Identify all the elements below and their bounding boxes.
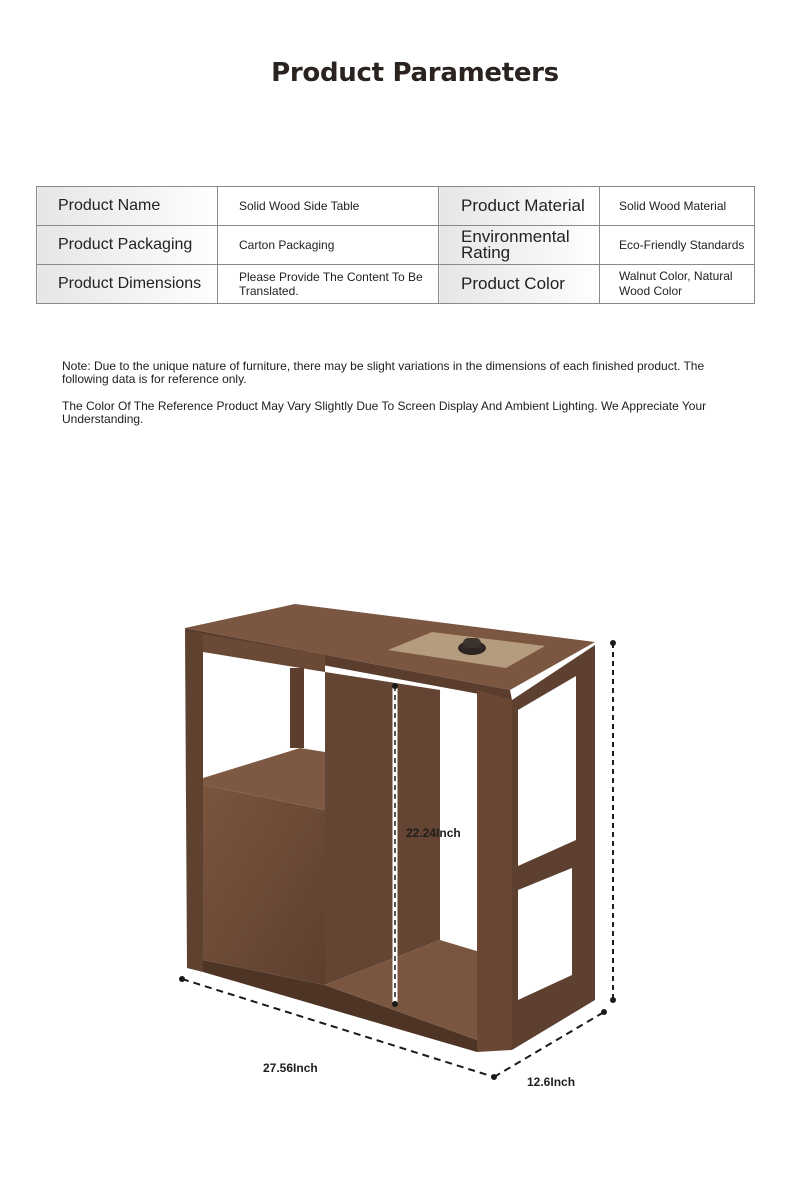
note-color: The Color Of The Reference Product May Vary Slightly Due To Screen Display And Ambient Lighting. We Appreciate Your Understanding. xyxy=(62,399,707,426)
param-label: Product Color xyxy=(439,265,600,304)
note-variation: Note: Due to the unique nature of furniture, there may be slight variations in the dimensions of each finished product. The following data is for reference only. xyxy=(62,359,705,386)
left-side-panel xyxy=(185,630,203,972)
depth-dimension-label: 12.6Inch xyxy=(527,1075,576,1089)
front-right-leg xyxy=(477,690,512,1052)
param-value: Solid Wood Material xyxy=(600,187,755,226)
height-dimension-label: 22.24Inch xyxy=(406,826,461,840)
param-label: Product Material xyxy=(439,187,600,226)
param-label: Product Packaging xyxy=(37,226,218,265)
param-label: Product Name xyxy=(37,187,218,226)
page-title: Product Parameters xyxy=(271,58,559,88)
param-label: Product Dimensions xyxy=(37,265,218,304)
param-value: Solid Wood Side Table xyxy=(218,187,439,226)
width-dimension-label: 27.56Inch xyxy=(263,1061,318,1075)
param-label: Environmental Rating xyxy=(439,226,600,265)
param-value: Eco-Friendly Standards xyxy=(600,226,755,265)
param-value: Please Provide The Content To Be Translated. xyxy=(218,265,439,304)
param-value: Carton Packaging xyxy=(218,226,439,265)
param-value: Walnut Color, Natural Wood Color xyxy=(600,265,755,304)
cabinet-door xyxy=(203,785,325,985)
